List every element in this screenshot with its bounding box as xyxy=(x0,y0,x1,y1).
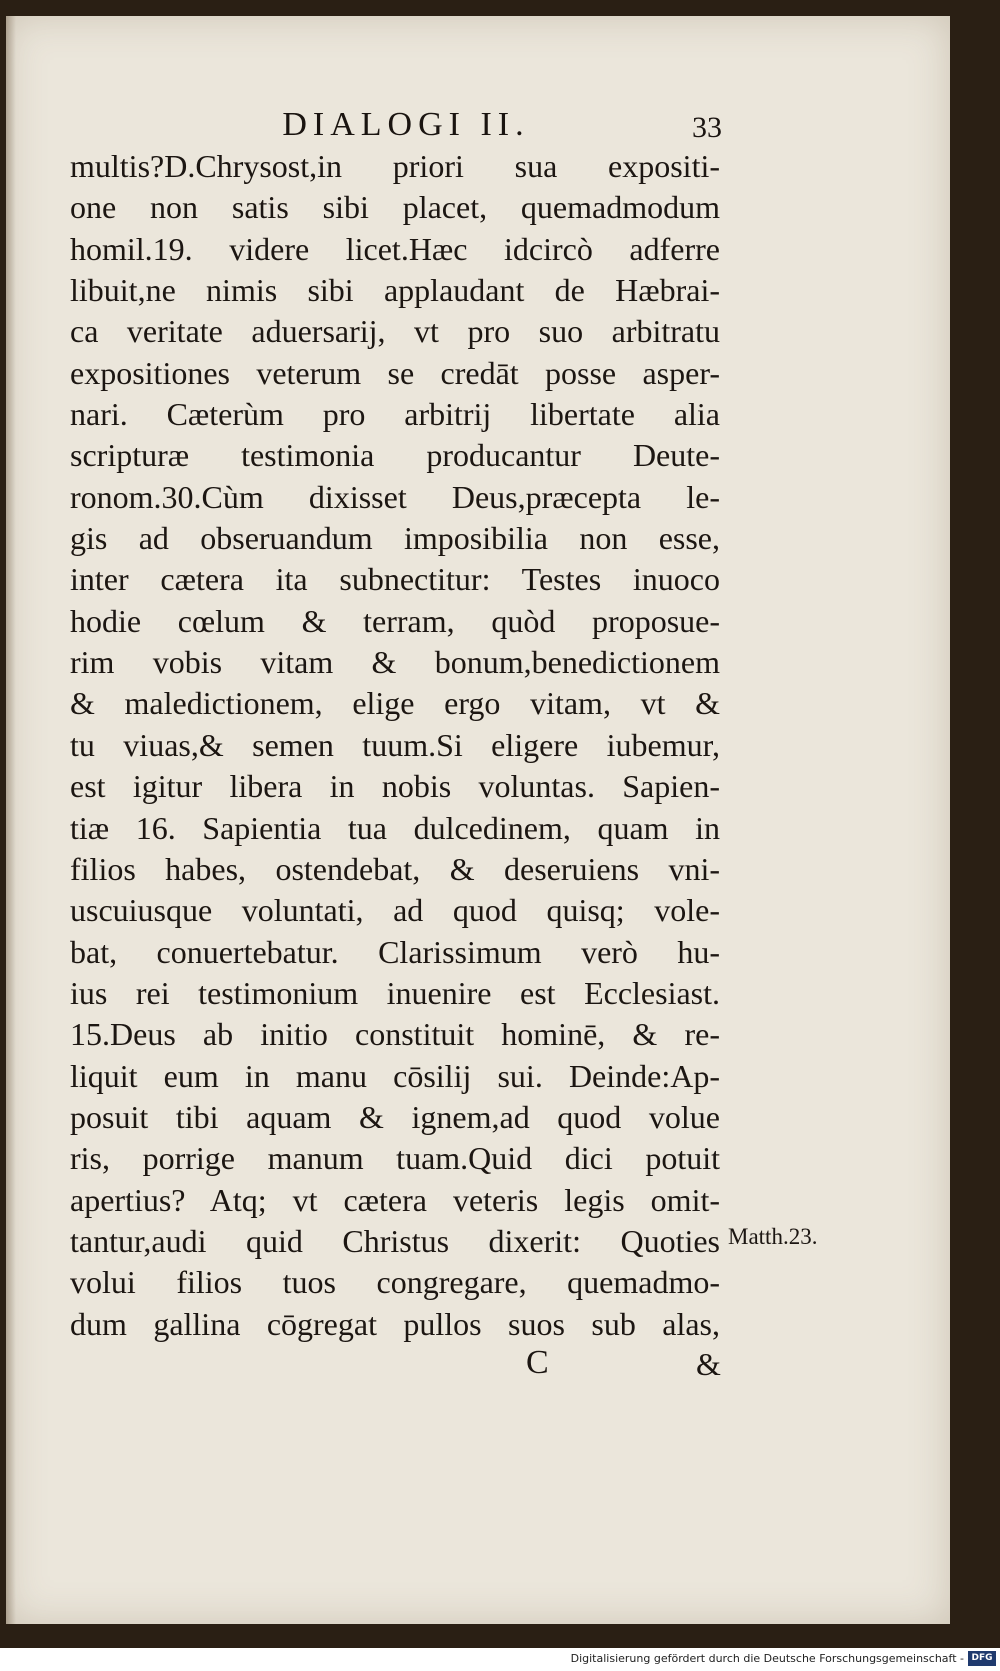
signature-mark: C xyxy=(526,1344,549,1381)
text-line: ronom.30.Cùm dixisset Deus,præcepta le- xyxy=(70,478,720,515)
text-line: tu viuas,& semen tuum.Si eligere iubemur, xyxy=(70,726,720,763)
text-line: expositiones veterum se credāt posse asper- xyxy=(70,354,720,391)
text-line: bat, conuertebatur. Clarissimum verò hu- xyxy=(70,933,720,970)
text-line: gis ad obseruandum imposibilia non esse, xyxy=(70,520,720,557)
text-line: posuit tibi aquam & ignem,ad quod volue xyxy=(70,1098,720,1135)
text-line: filios habes, ostendebat, & deseruiens vni- xyxy=(70,850,720,887)
text-line: nari. Cæterùm pro arbitrij libertate alia xyxy=(70,396,720,433)
text-line: apertius? Atq; vt cætera veteris legis omit- xyxy=(70,1181,720,1218)
text-line: 15.Deus ab initio constituit hominē, & re- xyxy=(70,1016,720,1053)
marginal-note: Matth.23. xyxy=(728,1224,818,1249)
text-line: & maledictionem, elige ergo vitam, vt & xyxy=(70,685,720,722)
text-line: liquit eum in manu cōsilij sui. Deinde:Ap- xyxy=(70,1057,720,1094)
text-line: uscuiusque voluntati, ad quod quisq; vole- xyxy=(70,892,720,929)
funding-credit: Digitalisierung gefördert durch die Deutsche Forschungsgemeinschaft - xyxy=(570,1652,964,1665)
text-line: volui filios tuos congregare, quemadmo- xyxy=(70,1264,720,1301)
text-line: one non satis sibi placet, quemadmodum xyxy=(70,189,720,226)
text-line: rim vobis vitam & bonum,benedictionem xyxy=(70,644,720,681)
page-edge-shadow xyxy=(6,16,16,1624)
dfg-logo: DFG xyxy=(968,1651,996,1666)
text-line: ius rei testimonium inuenire est Ecclesiast. xyxy=(70,974,720,1011)
footer-bar xyxy=(0,1648,1000,1671)
page-number: 33 xyxy=(692,111,722,144)
text-line: ris, porrige manum tuam.Quid dici potuit xyxy=(70,1140,720,1177)
text-line: tantur,audi quid Christus dixerit: Quoties xyxy=(70,1222,720,1259)
text-line: ca veritate aduersarij, vt pro suo arbitratu xyxy=(70,313,720,350)
text-line: libuit,ne nimis sibi applaudant de Hæbrai- xyxy=(70,272,720,309)
text-line: inter cætera ita subnectitur: Testes inuoco xyxy=(70,561,720,598)
book-page xyxy=(6,16,950,1624)
text-line: multis?D.Chrysost,in priori sua expositi- xyxy=(70,148,720,184)
catchword: & xyxy=(696,1346,721,1382)
text-line: dum gallina cōgregat pullos suos sub alas, xyxy=(70,1305,720,1342)
text-line: homil.19. videre licet.Hæc idcircò adferre xyxy=(70,230,720,267)
text-line: scripturæ testimonia producantur Deute- xyxy=(70,437,720,474)
text-line: hodie cœlum & terram, quòd proposue- xyxy=(70,602,720,639)
body-text xyxy=(70,146,720,1345)
text-line: tiæ 16. Sapientia tua dulcedinem, quam in xyxy=(70,809,720,846)
running-head: DIALOGI II. xyxy=(282,106,530,143)
text-line: est igitur libera in nobis voluntas. Sapien- xyxy=(70,768,720,805)
